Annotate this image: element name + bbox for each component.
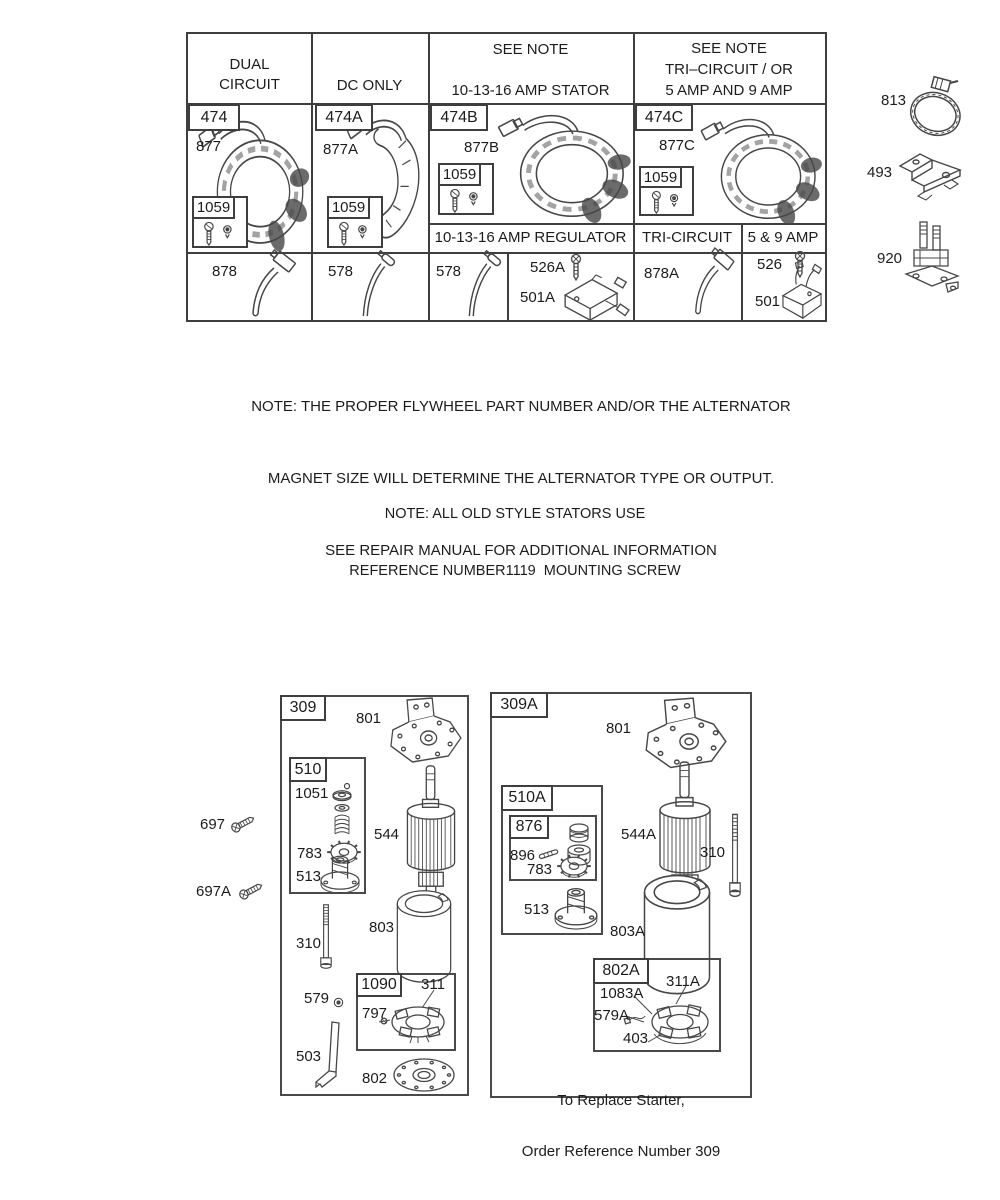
part-label-1083A: 1083A	[600, 985, 644, 1002]
header-line: TRI–CIRCUIT / OR	[664, 61, 794, 78]
column-header-dc-only: DC ONLY	[336, 77, 403, 94]
end-plate-802-drawing	[392, 1057, 456, 1093]
part-label-501A: 501A	[520, 289, 556, 306]
part-label-797: 797	[362, 1005, 388, 1022]
bolt-310-right-drawing	[726, 812, 744, 900]
bracket-801-left-drawing	[382, 696, 468, 768]
part-label-493: 493	[867, 164, 893, 181]
screw-kit-drawing-4	[646, 191, 688, 214]
clutch-513-right-drawing	[552, 884, 600, 928]
stack-1051-drawing	[330, 782, 356, 840]
part-label-801-right: 801	[606, 720, 632, 737]
ref-tag-474: 474	[188, 104, 240, 131]
part-label-697: 697	[200, 816, 226, 833]
part-label-1051: 1051	[295, 785, 329, 802]
part-label-877C: 877C	[659, 137, 695, 154]
note-line: SEE REPAIR MANUAL FOR ADDITIONAL INFORMATION	[325, 542, 717, 559]
part-label-310-right: 310	[700, 844, 726, 861]
screw-kit-tag-3: 1059	[438, 163, 481, 186]
note-line: NOTE: THE PROPER FLYWHEEL PART NUMBER AND/OR THE ALTERNATOR	[251, 398, 791, 415]
ref-tag-876: 876	[509, 815, 549, 839]
ref-tag-1090: 1090	[356, 973, 402, 997]
old-stators-note	[185, 467, 845, 619]
part-label-501: 501	[755, 293, 781, 310]
column-header-dual-circuit	[188, 55, 311, 95]
header-line: 5 AMP AND 9 AMP	[665, 82, 793, 99]
part-label-896: 896	[510, 847, 536, 864]
screw-kit-tag-2: 1059	[327, 196, 370, 219]
part-label-803: 803	[369, 919, 395, 936]
harness-878-drawing	[240, 250, 300, 320]
part-label-578-stator: 578	[436, 263, 462, 280]
part-label-513-left: 513	[296, 868, 322, 885]
terminal-920-drawing	[900, 220, 962, 296]
screw-kit-drawing-3	[445, 189, 487, 213]
stator-877C-drawing	[698, 110, 824, 224]
nut-579-drawing	[333, 997, 344, 1008]
ref-tag-474A: 474A	[315, 104, 373, 131]
screw-697-drawing	[227, 810, 257, 834]
screw-697A-drawing	[235, 877, 265, 901]
part-label-813: 813	[881, 92, 907, 109]
part-label-311: 311	[421, 976, 445, 993]
part-label-878A: 878A	[644, 265, 680, 282]
part-label-311A: 311A	[666, 973, 700, 990]
table-hline-1	[188, 103, 825, 105]
part-label-783-left: 783	[297, 845, 323, 862]
harness-578-dc-drawing	[352, 252, 400, 320]
part-label-544A: 544A	[621, 826, 657, 843]
screw-kit-tag-1: 1059	[192, 196, 235, 219]
note-line: NOTE: ALL OLD STYLE STATORS USE	[384, 506, 646, 522]
table-vline-4	[507, 252, 509, 320]
housing-803-drawing	[392, 888, 456, 984]
harness-878A-drawing	[684, 248, 738, 318]
part-label-877: 877	[196, 138, 222, 155]
sub-header-tri-circuit: TRI-CIRCUIT	[642, 229, 732, 246]
armature-544-drawing	[398, 764, 464, 896]
part-label-526A: 526A	[530, 259, 566, 276]
screw-kit-tag-4: 1059	[639, 166, 682, 188]
part-label-544: 544	[374, 826, 400, 843]
part-label-578-dc: 578	[328, 263, 354, 280]
part-label-920: 920	[877, 250, 903, 267]
stator-877B-drawing	[495, 106, 633, 222]
screw-kit-drawing-2	[334, 222, 376, 246]
sub-header-regulator: 10-13-16 AMP REGULATOR	[434, 229, 627, 246]
header-line: DUAL	[229, 56, 270, 73]
part-label-503: 503	[296, 1048, 322, 1065]
note-line: MAGNET SIZE WILL DETERMINE THE ALTERNATOR TYPE OR OUTPUT.	[267, 470, 775, 487]
screw-kit-drawing-1	[199, 222, 241, 246]
clamp-813-drawing	[906, 76, 966, 140]
ref-tag-802A: 802A	[593, 958, 649, 984]
gear-783-right-drawing	[556, 854, 592, 882]
replace-starter-note	[490, 1058, 752, 1194]
part-label-403: 403	[623, 1030, 649, 1047]
header-line: CIRCUIT	[219, 76, 280, 93]
ref-tag-510A: 510A	[501, 785, 553, 811]
ref-tag-309A: 309A	[490, 692, 548, 718]
ref-tag-510: 510	[289, 757, 327, 782]
part-label-526: 526	[757, 256, 783, 273]
note-line: To Replace Starter,	[557, 1092, 685, 1109]
ref-tag-474C: 474C	[635, 104, 693, 131]
part-label-802: 802	[362, 1070, 388, 1087]
part-label-877A: 877A	[323, 141, 359, 158]
harness-578-stator-drawing	[458, 252, 506, 320]
part-label-513-right: 513	[524, 901, 550, 918]
part-label-878: 878	[212, 263, 238, 280]
part-label-579A: 579A	[594, 1007, 630, 1024]
bracket-493-drawing	[894, 144, 966, 202]
part-label-803A: 803A	[610, 923, 646, 940]
part-label-697A: 697A	[196, 883, 232, 900]
ref-tag-474B: 474B	[430, 104, 488, 131]
part-label-310-left: 310	[296, 935, 322, 952]
regulator-501A-drawing	[556, 272, 632, 322]
clutch-513-left-drawing	[318, 852, 362, 892]
part-label-801-left: 801	[356, 710, 382, 727]
table-vline-2	[428, 34, 430, 320]
column-header-see-note-3: SEE NOTE	[492, 41, 569, 58]
part-label-783-right: 783	[527, 861, 553, 878]
column-header-amp-stator: 10-13-16 AMP STATOR	[451, 82, 610, 99]
regulator-501-drawing	[778, 262, 826, 320]
part-label-579: 579	[304, 990, 330, 1007]
note-line: REFERENCE NUMBER1119 MOUNTING SCREW	[349, 563, 681, 579]
column-header-tri-circuit	[633, 38, 825, 101]
header-line: SEE NOTE	[691, 40, 767, 57]
part-label-877B: 877B	[464, 139, 500, 156]
note-line: Order Reference Number 309	[521, 1143, 721, 1160]
ref-tag-309: 309	[280, 695, 326, 721]
sub-header-five-nine-amp: 5 & 9 AMP	[747, 229, 819, 246]
